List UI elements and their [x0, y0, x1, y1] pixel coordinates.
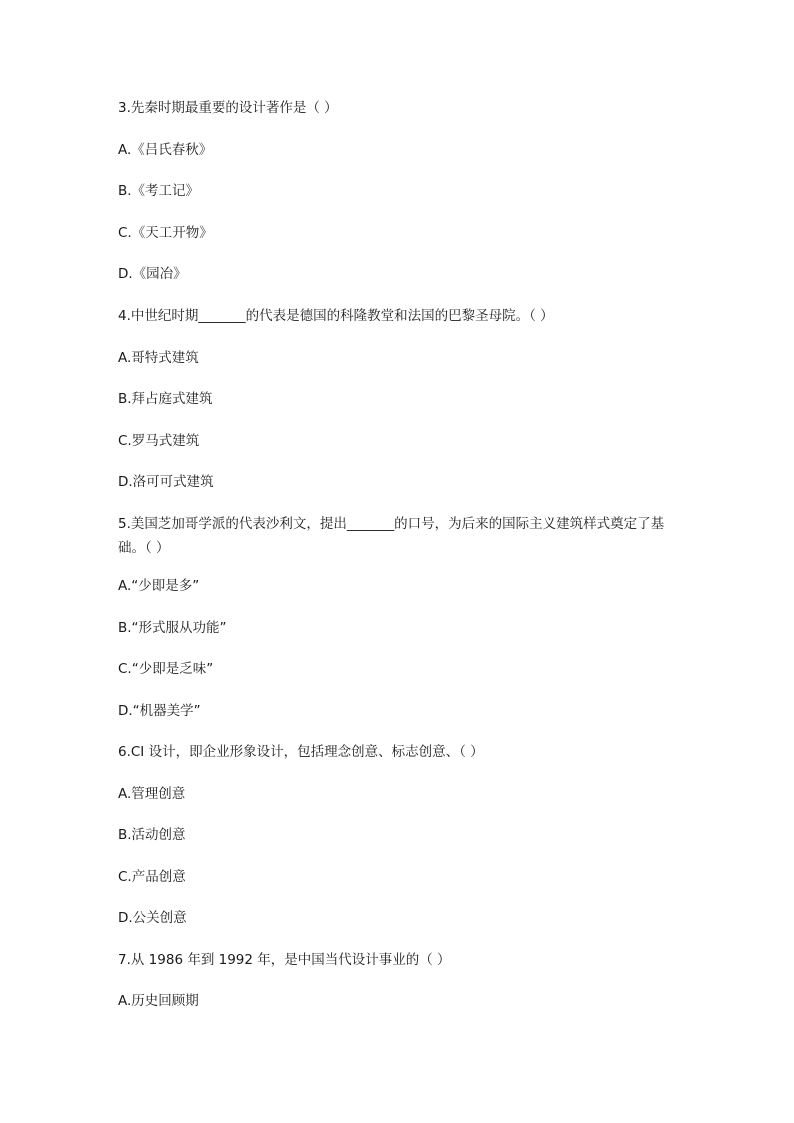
option-b: B.拜占庭式建筑 — [118, 391, 213, 407]
option-a: A.《吕氏春秋》 — [118, 142, 213, 158]
question-stem: 4.中世纪时期_______的代表是德国的科隆教堂和法国的巴黎圣母院。（ ） — [118, 308, 554, 324]
option-b: B.活动创意 — [118, 827, 186, 843]
document-page — [118, 0, 678, 1123]
option-b: B.“形式服从功能” — [118, 620, 227, 636]
option-a: A.哥特式建筑 — [118, 350, 199, 366]
question-stem: 3.先秦时期最重要的设计著作是（ ） — [118, 100, 338, 116]
option-d: D.《园冶》 — [118, 266, 187, 282]
option-c: C.《天工开物》 — [118, 225, 213, 241]
option-d: D.洛可可式建筑 — [118, 474, 214, 490]
option-a: A.管理创意 — [118, 786, 186, 802]
option-a: A.历史回顾期 — [118, 993, 199, 1009]
option-b: B.《考工记》 — [118, 183, 200, 199]
option-c: C.产品创意 — [118, 869, 186, 885]
option-d: D.公关创意 — [118, 910, 187, 926]
option-c: C.“少即是乏味” — [118, 661, 214, 677]
question-stem: 7.从 1986 年到 1992 年，是中国当代设计事业的（ ） — [118, 952, 451, 968]
question-stem: 6.CI 设计，即企业形象设计，包括理念创意、标志创意、（ ） — [118, 744, 484, 760]
option-a: A.“少即是多” — [118, 578, 200, 594]
option-d: D.“机器美学” — [118, 703, 201, 719]
option-c: C.罗马式建筑 — [118, 433, 200, 449]
question-stem: 5.美国芝加哥学派的代表沙利文，提出_______的口号，为后来的国际主义建筑样式奠定了基础。（ ） — [118, 516, 665, 556]
